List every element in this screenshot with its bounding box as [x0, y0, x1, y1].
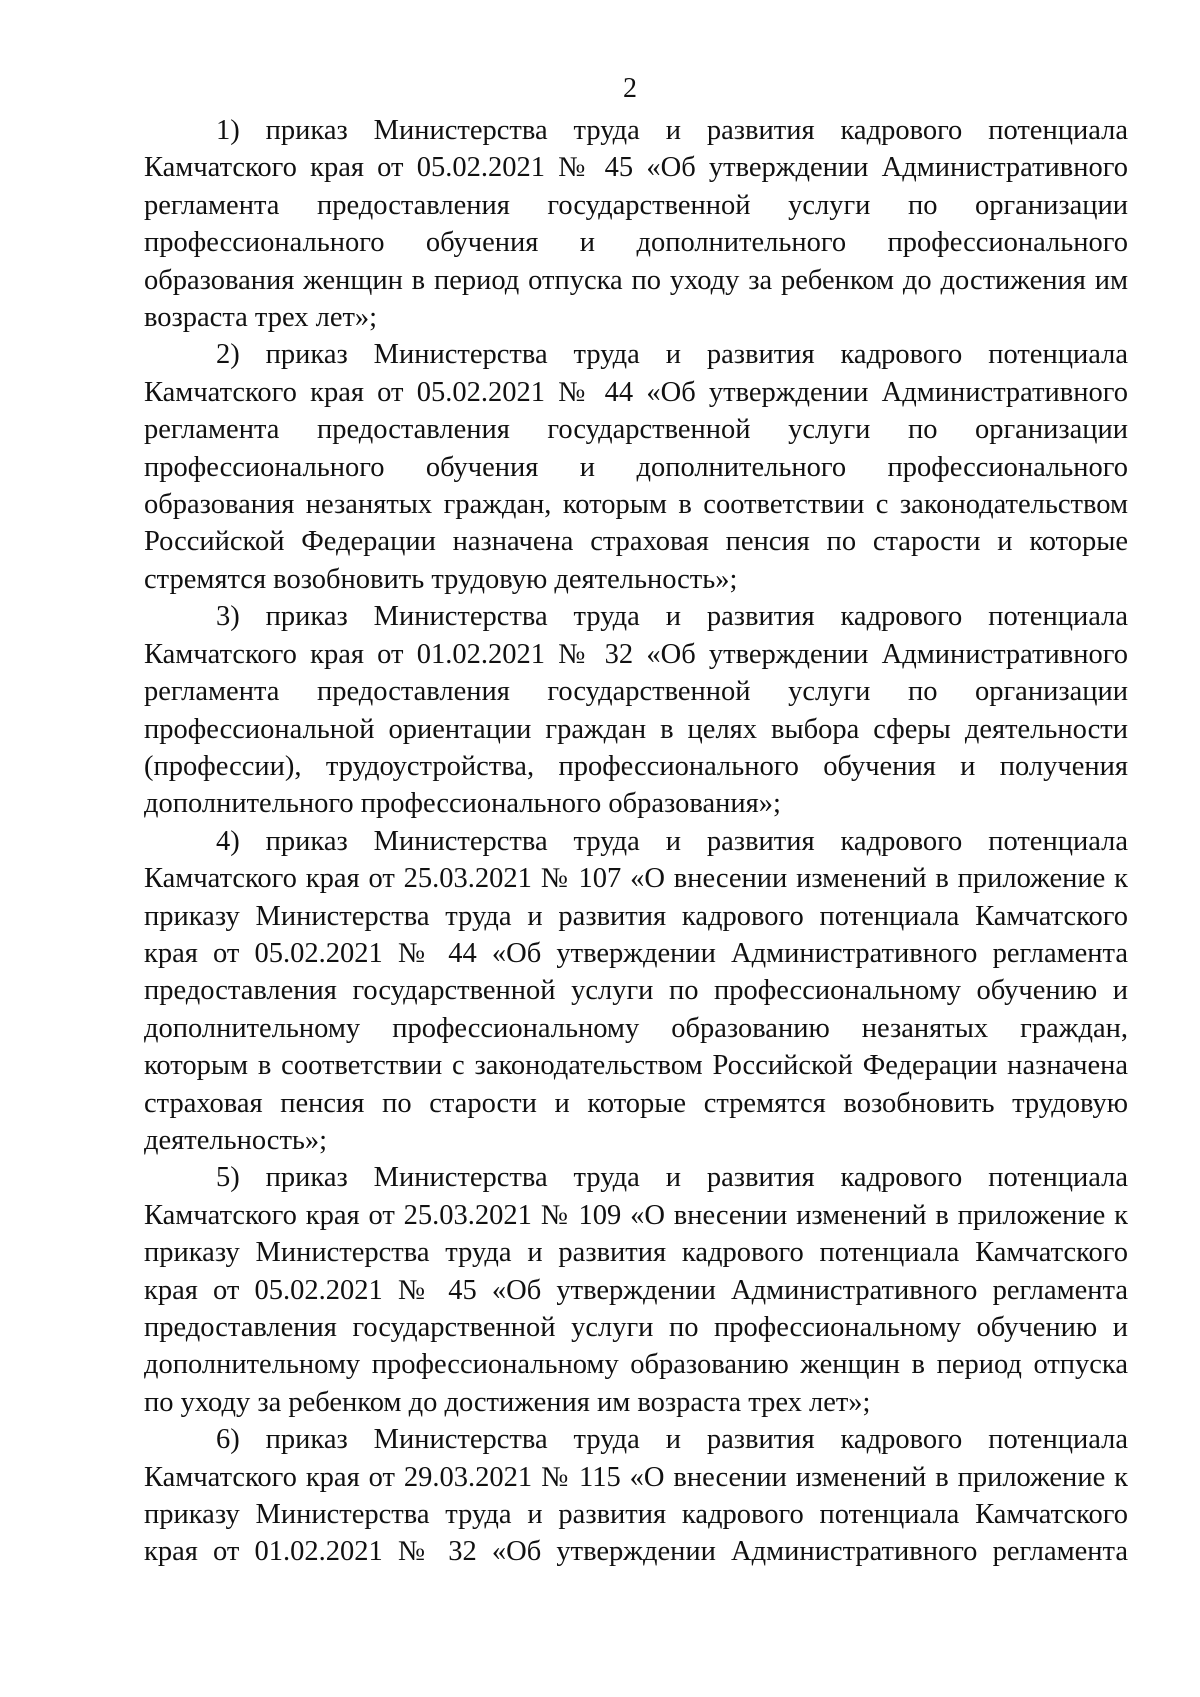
list-item-6: 6) приказ Министерства труда и развития кадрового потенциала Камчатского края от 29.03.2021 № 115 «О внесении изменений в приложение к приказу Министерства труда и развития кадрового потенциала Камчатского края от 01.02.2021 № 32 «Об утверждении Административного регламента — [144, 1424, 1128, 1568]
page-number: 2 — [623, 73, 637, 104]
list-item-4: 4) приказ Министерства труда и развития кадрового потенциала Камчатского края от 25.03.2021 № 107 «О внесении изменений в приложение к приказу Министерства труда и развития кадрового потенциала Камчатского края от 05.02.2021 № 44 «Об утверждении Административного регламента предоставления государственной услуги по профессиональному обучению и дополнительному профессиональному образованию незанятых граждан, которым в соответствии с законодательством Российской Федерации назначена страховая пенсия по старости и которые стремятся возобновить трудовую деятельность»; — [144, 825, 1128, 1156]
document-body — [144, 112, 1128, 1571]
list-item-5: 5) приказ Министерства труда и развития кадрового потенциала Камчатского края от 25.03.2021 № 109 «О внесении изменений в приложение к приказу Министерства труда и развития кадрового потенциала Камчатского края от 05.02.2021 № 45 «Об утверждении Административного регламента предоставления государственной услуги по профессиональному обучению и дополнительному профессиональному образованию женщин в период отпуска по уходу за ребенком до достижения им возраста трех лет»; — [144, 1162, 1128, 1418]
list-item-2: 2) приказ Министерства труда и развития кадрового потенциала Камчатского края от 05.02.2021 № 44 «Об утверждении Административного регламента предоставления государственной услуги по организации профессионального обучения и дополнительного профессионального образования незанятых граждан, которым в соответствии с законодательством Российской Федерации назначена страховая пенсия по старости и которые стремятся возобновить трудовую деятельность»; — [144, 339, 1128, 595]
list-item-1: 1) приказ Министерства труда и развития кадрового потенциала Камчатского края от 05.02.2021 № 45 «Об утверждении Административного регламента предоставления государственной услуги по организации профессионального обучения и дополнительного профессионального образования женщин в период отпуска по уходу за ребенком до достижения им возраста трех лет»; — [144, 115, 1128, 334]
list-item-3: 3) приказ Министерства труда и развития кадрового потенциала Камчатского края от 01.02.2021 № 32 «Об утверждении Административного регламента предоставления государственной услуги по организации профессиональной ориентации граждан в целях выбора сферы деятельности (профессии), трудоустройства, профессионального обучения и получения дополнительного профессионального образования»; — [144, 601, 1128, 820]
